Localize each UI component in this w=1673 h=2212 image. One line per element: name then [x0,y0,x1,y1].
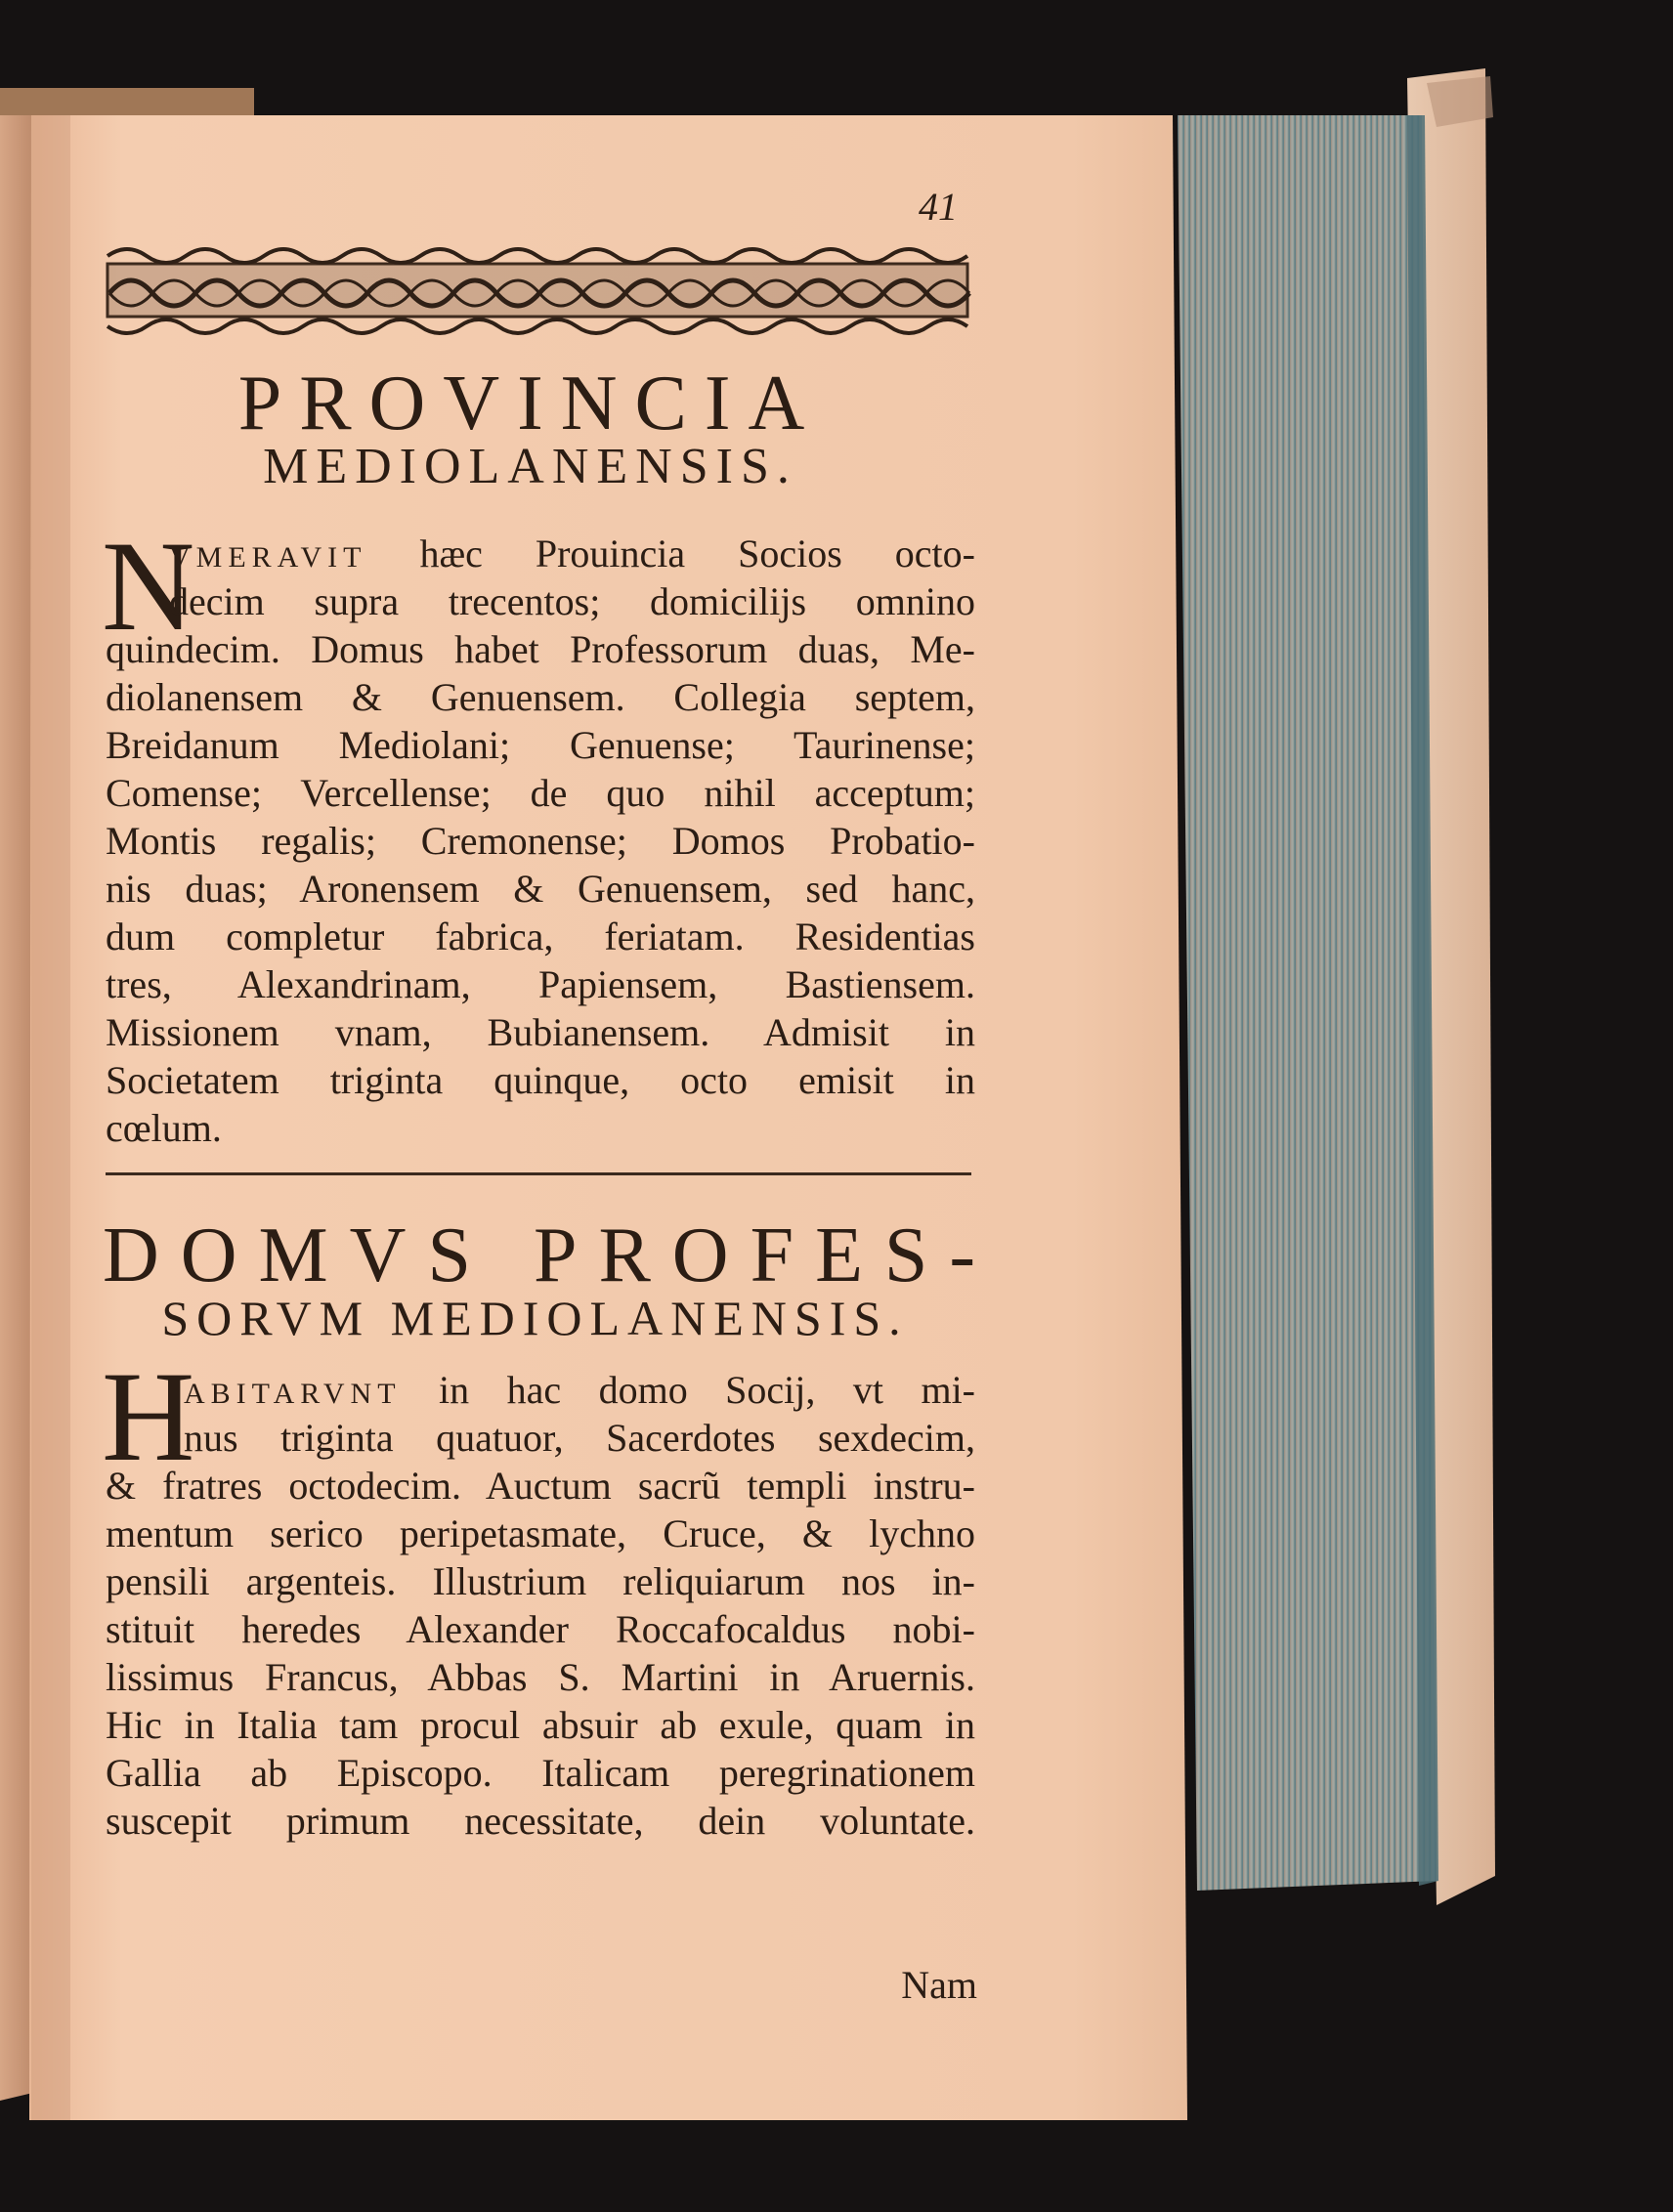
dropcap: H [102,1344,195,1488]
small-caps-opening: ABITARVNT [184,1378,402,1410]
section-rule [106,1172,971,1175]
paragraph-line [106,530,975,577]
paragraph-line: Breidanum Mediolani; Genuense; Taurinense; [106,723,975,767]
paragraph-line: tres, Alexandrinam, Papiensem, Bastiensem. [106,962,975,1006]
section-subtitle: MEDIOLANENSIS. [263,439,797,494]
page-number: 41 [919,185,958,229]
paragraph-line [106,1366,975,1414]
catchword: Nam [901,1963,977,2007]
paragraph-line: nis duas; Aronensem & Genuensem, sed hanc, [106,867,975,911]
line-text: hæc Prouincia Socios octo- [419,532,975,575]
paragraph-line: dum completur fabrica, feriatam. Residentias [106,915,975,958]
spine-cord [0,88,254,115]
paragraph-line: & fratres octodecim. Auctum sacrũ templi instru- [106,1464,975,1508]
paragraph-line: Hic in Italia tam procul absuir ab exule, quam in [106,1703,975,1747]
paragraph-line: Montis regalis; Cremonense; Domos Probatio- [106,819,975,863]
paragraph-line: suscepit primum necessitate, dein voluntate. [106,1799,975,1843]
paragraph [106,1366,975,1845]
paragraph-line: Comense; Vercellense; de quo nihil acceptum; [106,771,975,815]
paragraph-line: decim supra trecentos; domicilijs omnino [169,579,975,623]
paragraph [106,530,975,1152]
paragraph-line: nus triginta quatuor, Sacerdotes sexdecim, [184,1416,975,1460]
dropcap: N [102,514,195,658]
paragraph-line: cœlum. [106,1106,222,1150]
paragraph-line: Missionem vnam, Bubianensem. Admisit in [106,1010,975,1054]
section-title: DOMVS PROFES- [103,1212,998,1298]
paragraph-line: pensili argenteis. Illustrium reliquiarum nos in- [106,1559,975,1603]
paragraph-line: diolanensem & Genuensem. Collegia septem, [106,675,975,719]
paragraph-line: quindecim. Domus habet Professorum duas, Me- [106,627,975,671]
page-block-edge [1178,115,1437,1891]
paragraph-line: mentum serico peripetasmate, Cruce, & lychno [106,1511,975,1555]
gutter-shadow [31,115,70,2120]
section-subtitle: SORVM MEDIOLANENSIS. [161,1291,909,1345]
small-caps-opening: VMERAVIT [169,541,367,574]
paragraph-line: Gallia ab Episcopo. Italicam peregrinationem [106,1751,975,1795]
paragraph-line: stituit heredes Alexander Roccafocaldus nobi- [106,1607,975,1651]
section-title: PROVINCIA [237,361,823,447]
paragraph-line: lissimus Francus, Abbas S. Martini in Aruernis. [106,1655,975,1699]
paragraph-line: Societatem triginta quinque, octo emisit in [106,1058,975,1102]
line-text: in hac domo Socij, vt mi- [439,1368,976,1412]
